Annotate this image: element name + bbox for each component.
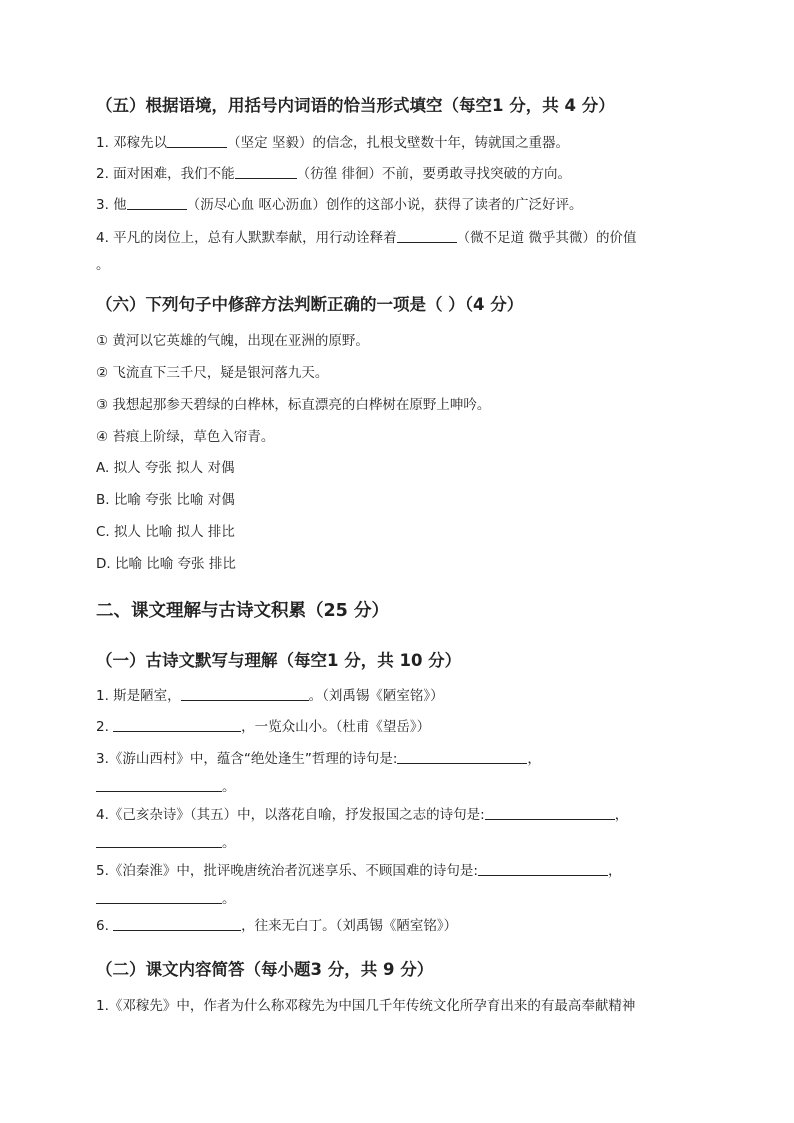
section-6-title: （六）下列句子中修辞方法判断正确的一项是（ ）（4 分） bbox=[96, 295, 524, 314]
question-text: 。 bbox=[222, 891, 236, 907]
sentence-1: ① 黄河以它英雄的气魄，出现在亚洲的原野。 bbox=[96, 333, 369, 349]
question-text: 2. bbox=[96, 719, 114, 735]
question-text: 1. 邓稼先以 bbox=[96, 135, 168, 151]
option-d[interactable]: D. 比喻 比喻 夸张 排比 bbox=[96, 556, 236, 572]
option-b[interactable]: B. 比喻 夸张 比喻 对偶 bbox=[96, 492, 235, 508]
answer-blank[interactable] bbox=[96, 778, 222, 792]
question-text: ， bbox=[527, 751, 541, 767]
question-text: 4.《己亥杂诗》（其五）中，以落花自喻，抒发报国之志的诗句是: bbox=[96, 807, 485, 823]
poem-question-5 bbox=[96, 862, 621, 880]
part-2-title: 二、课文理解与古诗文积累（25 分） bbox=[96, 601, 389, 621]
question-text: 3.《游山西村》中，蕴含“绝处逢生”哲理的诗句是: bbox=[96, 751, 398, 767]
question-text: ， bbox=[607, 863, 622, 879]
answer-blank[interactable] bbox=[167, 134, 227, 148]
subsection-2-title: （二）课文内容简答（每小题3 分，共 9 分） bbox=[96, 960, 434, 979]
question-text: 6. bbox=[96, 918, 114, 934]
answer-blank[interactable] bbox=[181, 687, 309, 701]
section-5-title: （五）根据语境，用括号内词语的恰当形式填空（每空1 分，共 4 分） bbox=[96, 96, 615, 115]
question-text: ，往来无白丁。（刘禹锡《陋室铭》） bbox=[241, 918, 458, 934]
question-text: 。（刘禹锡《陋室铭》） bbox=[308, 688, 444, 704]
poem-question-2 bbox=[96, 718, 430, 736]
subsection-1-title: （一）古诗文默写与理解（每空1 分，共 10 分） bbox=[96, 651, 462, 670]
answer-blank[interactable] bbox=[113, 718, 241, 732]
answer-blank[interactable] bbox=[127, 196, 187, 210]
answer-blank[interactable] bbox=[478, 862, 608, 876]
question-text: （微不足道 微乎其微）的价值 bbox=[456, 230, 637, 246]
question-text: ，一览众山小。（杜甫《望岳》） bbox=[241, 719, 431, 735]
question-5-2 bbox=[96, 165, 571, 183]
sentence-2: ② 飞流直下三千尺，疑是银河落九天。 bbox=[96, 365, 329, 381]
question-text: 4. 平凡的岗位上，总有人默默奉献，用行动诠释着 bbox=[96, 230, 397, 246]
short-answer-question-1: 1.《邓稼先》中，作者为什么称邓稼先为中国几千年传统文化所孕育出来的有最高奉献精神 bbox=[96, 998, 636, 1014]
question-5-4-continuation: 。 bbox=[96, 257, 110, 273]
option-c[interactable]: C. 拟人 比喻 拟人 排比 bbox=[96, 524, 235, 540]
answer-blank[interactable] bbox=[397, 750, 527, 764]
poem-question-1 bbox=[96, 687, 444, 705]
answer-blank[interactable] bbox=[113, 917, 241, 931]
question-text: 2. 面对困难，我们不能 bbox=[96, 166, 235, 182]
question-5-4 bbox=[96, 229, 636, 247]
poem-question-4-continuation bbox=[96, 834, 236, 852]
answer-blank[interactable] bbox=[485, 806, 615, 820]
answer-blank[interactable] bbox=[96, 890, 222, 904]
question-text: ， bbox=[614, 807, 629, 823]
question-text: （坚定 坚毅）的信念，扎根戈壁数十年，铸就国之重器。 bbox=[227, 135, 569, 151]
question-text: 。 bbox=[222, 779, 236, 795]
question-text: 3. 他 bbox=[96, 197, 127, 213]
question-text: 5.《泊秦淮》中，批评晚唐统治者沉迷享乐、不顾国难的诗句是: bbox=[96, 863, 478, 879]
question-text: 。 bbox=[222, 835, 236, 851]
poem-question-5-continuation bbox=[96, 890, 236, 908]
answer-blank[interactable] bbox=[235, 165, 297, 179]
question-text: （沥尽心血 呕心沥血）创作的这部小说，获得了读者的广泛好评。 bbox=[186, 197, 583, 213]
question-5-3 bbox=[96, 196, 582, 214]
question-text: 1. 斯是陋室， bbox=[96, 688, 181, 704]
poem-question-4 bbox=[96, 806, 628, 824]
answer-blank[interactable] bbox=[397, 229, 457, 243]
answer-blank[interactable] bbox=[96, 834, 222, 848]
poem-question-6 bbox=[96, 917, 457, 935]
poem-question-3-continuation bbox=[96, 778, 236, 796]
question-5-1 bbox=[96, 134, 569, 152]
poem-question-3 bbox=[96, 750, 541, 768]
question-text: （彷徨 徘徊）不前，要勇敢寻找突破的方向。 bbox=[296, 166, 571, 182]
sentence-3: ③ 我想起那参天碧绿的白桦林，标直漂亮的白桦树在原野上呻吟。 bbox=[96, 397, 491, 413]
option-a[interactable]: A. 拟人 夸张 拟人 对偶 bbox=[96, 460, 235, 476]
sentence-4: ④ 苔痕上阶绿，草色入帘青。 bbox=[96, 429, 275, 445]
